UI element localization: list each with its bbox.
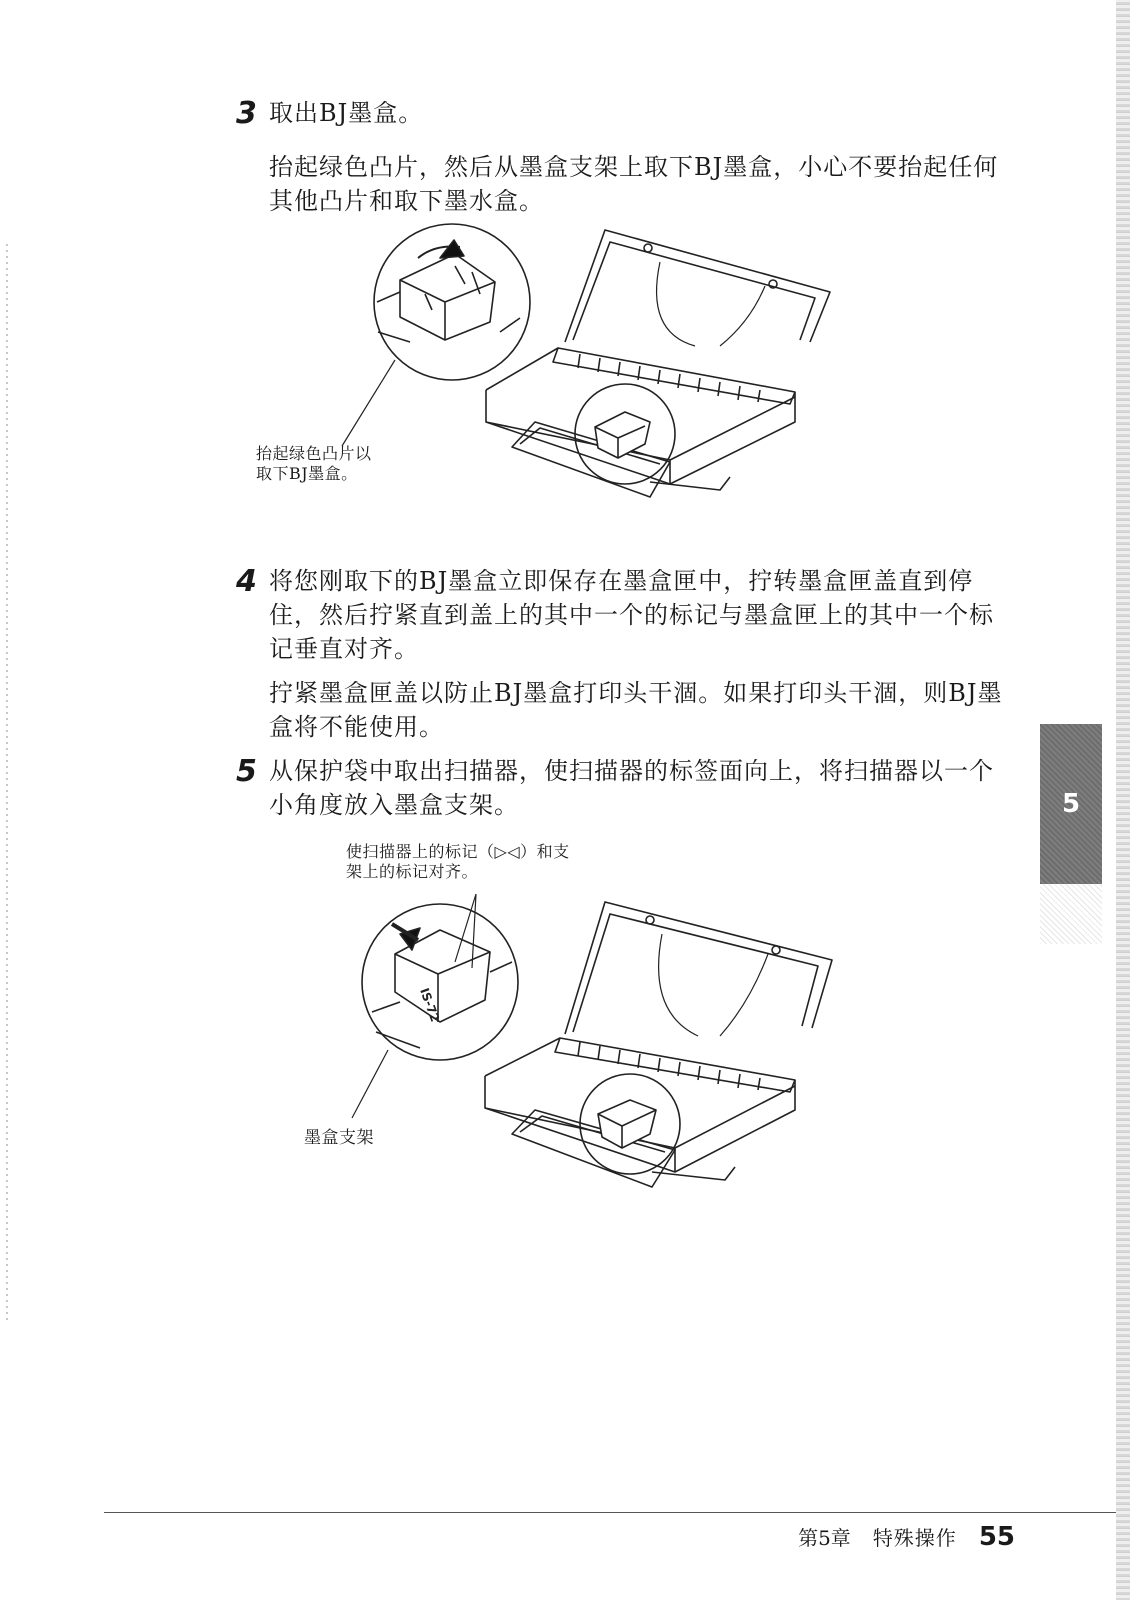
printer-illustration-2: [280, 842, 880, 1222]
figure-remove-cartridge: [250, 222, 850, 522]
tab-shadow: [1040, 884, 1102, 944]
callout-lift-green-tab: 抬起绿色凸片以 取下BJ墨盒。: [256, 444, 372, 483]
step-heading: 将您刚取下的BJ墨盒立即保存在墨盒匣中，拧转墨盒匣盖直到停住，然后拧紧直到盖上的其中一个的标记与墨盒匣上的其中一个标记垂直对齐。: [269, 567, 994, 663]
svg-text:IS-72: IS-72: [417, 986, 443, 1024]
callout-cartridge-holder: 墨盒支架: [304, 1128, 374, 1148]
step-heading: 从保护袋中取出扫描器，使扫描器的标签面向上，将扫描器以一个小角度放入墨盒支架。: [269, 757, 994, 819]
step-4-body: 拧紧墨盒匣盖以防止BJ墨盒打印头干涸。如果打印头干涸，则BJ墨盒将不能使用。: [269, 679, 1003, 741]
figure-insert-scanner: [280, 842, 880, 1222]
footer-title: 特殊操作: [872, 1526, 957, 1550]
step-number: 4: [236, 564, 257, 599]
footer-rule: [104, 1512, 1116, 1513]
step-number: 5: [236, 754, 257, 789]
chapter-tab-number: 5: [1061, 789, 1081, 819]
binding-edge: [6, 240, 8, 1320]
page-footer: [798, 1522, 1015, 1552]
page-number: 55: [978, 1522, 1015, 1552]
chapter-tab: [1040, 724, 1102, 884]
step-number: 3: [236, 96, 257, 131]
callout-align-marks: 使扫描器上的标记（▷◁）和支 架上的标记对齐。: [346, 842, 570, 881]
step-heading: 取出BJ墨盒。: [269, 99, 424, 127]
step-3-body: 抬起绿色凸片，然后从墨盒支架上取下BJ墨盒，小心不要抬起任何其他凸片和取下墨水盒。: [269, 153, 999, 215]
page-edge: [1116, 0, 1130, 1600]
footer-chapter: 第5章: [798, 1526, 851, 1550]
